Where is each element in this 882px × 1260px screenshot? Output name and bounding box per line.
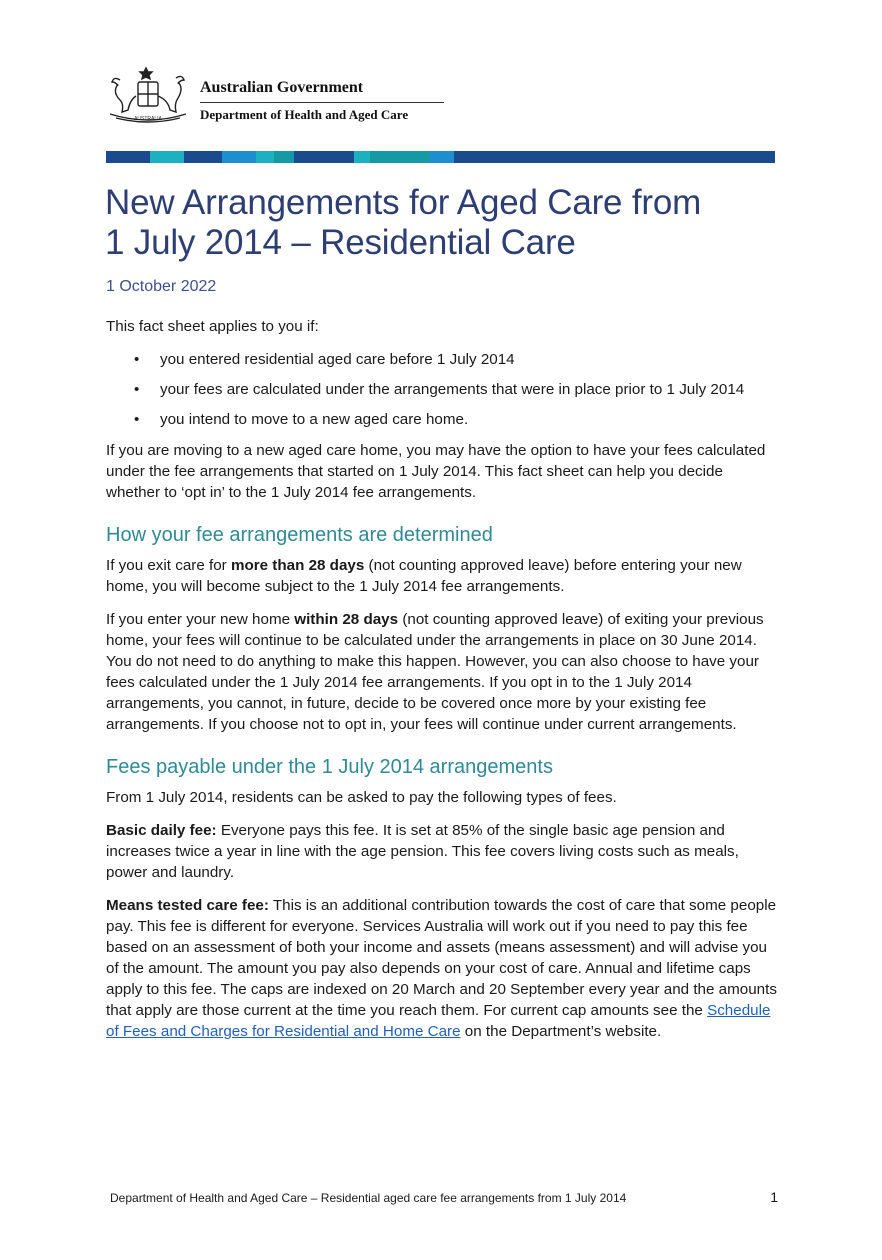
exit-care-paragraph [106,555,778,597]
list-item: • you intend to move to a new aged care home. [106,409,778,430]
document-body [106,316,778,1054]
schedule-of-fees-link[interactable]: Schedule of Fees and Charges for Residential and Home Care [106,1002,771,1040]
intro-text: This fact sheet applies to you if: [106,318,319,335]
color-bar-segment [454,151,775,163]
emphasis-more-than-28-days: more than 28 days [230,557,365,574]
title-line-2: 1 July 2014 – Residential Care [105,223,576,262]
color-bar-segment [150,151,184,163]
color-bar-segment [354,151,370,163]
basic-daily-fee-paragraph [106,820,778,883]
government-logo [106,64,446,128]
moving-paragraph: If you are moving to a new aged care home, you may have the option to have your fees calculated under the fee arrangements that started on 1 July 2014. This fact sheet can help you decide whether to ‘opt in’ to the 1 July 2014 fee arrangements. [106,442,766,501]
section-heading-arrangements: How your fee arrangements are determined [106,524,493,546]
section-heading-fees: Fees payable under the 1 July 2014 arrangements [106,756,553,778]
title-line-1: New Arrangements for Aged Care from [105,183,702,222]
page-number: 1 [770,1189,778,1205]
logo-divider [200,102,444,103]
footer-text: Department of Health and Aged Care – Residential aged care fee arrangements from 1 July 2014 [110,1191,627,1205]
coat-of-arms-icon [106,64,190,128]
basic-daily-fee-label: Basic daily fee: [106,822,217,839]
color-bar-segment [184,151,222,163]
enter-home-paragraph [106,609,778,735]
means-tested-fee-paragraph [106,895,778,1042]
header-color-bar [106,151,775,163]
color-bar-segment [294,151,354,163]
text-run: (not counting approved leave) of exiting your previous home, your fees will continue to be calculated under the arrangements in place on 30 June 2014. You do not need to do anything to make this happen. However, you can also choose to have your fees calculated under the 1 July 2014 fee arrangements. If you opt in to the 1 July 2014 arrangements, you cannot, in future, decide to be covered once more by your existing fee arrangements. If you choose not to opt in, your fees will continue under current arrangements. [106,611,764,733]
publication-date: 1 October 2022 [106,278,217,295]
list-item-text: your fees are calculated under the arrangements that were in place prior to 1 July 2014 [160,381,745,398]
emphasis-within-28-days: within 28 days [294,611,399,628]
government-name: Australian Government [200,79,364,96]
color-bar-segment [370,151,430,163]
color-bar-segment [256,151,274,163]
color-bar-segment [274,151,294,163]
color-bar-segment [106,151,150,163]
list-item [106,379,778,400]
page-title [105,183,785,263]
text-run: on the Department’s website. [460,1023,662,1040]
text-run: If you exit care for [106,557,231,574]
applies-list [106,349,778,430]
page-footer [110,1191,778,1205]
color-bar-segment [222,151,256,163]
list-item: • you entered residential aged care before 1 July 2014 [106,349,778,370]
text-run: Everyone pays this fee. It is set at 85% of the single basic age pension and increases twice a year in line with the age pension. This fee covers living costs such as meals, power and laundry. [106,822,739,881]
text-run: (not counting approved leave) before entering your new home, you will become subject to the 1 July 2014 fee arrangements. [106,557,742,595]
means-tested-fee-label: Means tested care fee: [106,897,269,914]
department-name: Department of Health and Aged Care [200,107,409,122]
text-run: If you enter your new home [106,611,295,628]
svg-text:AUSTRALIA: AUSTRALIA [134,116,162,122]
color-bar-segment [430,151,454,163]
fees-intro: From 1 July 2014, residents can be asked to pay the following types of fees. [106,789,617,806]
text-run: This is an additional contribution towards the cost of care that some people pay. This fee is different for everyone. Services Australia will work out if you need to pay this fee based on an assessment of both your income and assets (means assessment) and will advise you of the amount. The amount you pay also depends on your cost of care. Annual and lifetime caps apply to this fee. The caps are indexed on 20 March and 20 September every year and the amounts that apply are those current at the time you reach them. For current cap amounts see the [106,897,777,1019]
